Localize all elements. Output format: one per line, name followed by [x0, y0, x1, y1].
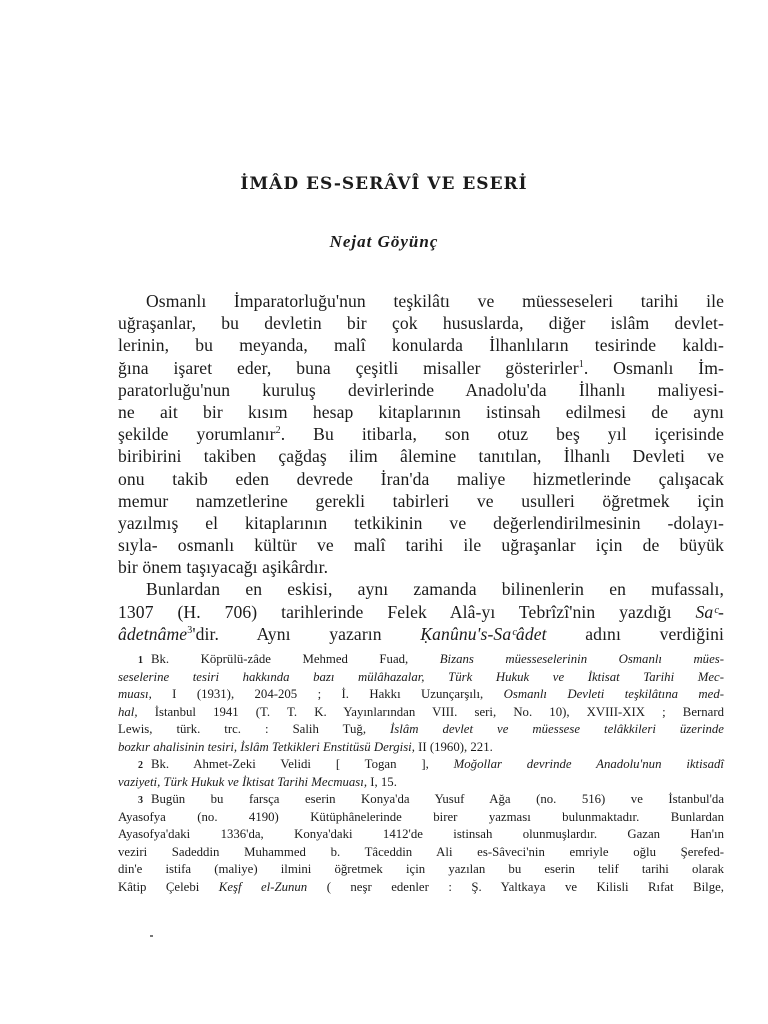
- footnote-1: 1 Bk. Köprülü-zâde Mehmed Fuad, Bizans müesseselerinin Osmanlı mües-: [138, 652, 724, 666]
- text-line: ğına işaret eder, buna çeşitli misaller gösterirler$^1$. Osmanlı İm-: [118, 357, 724, 378]
- text-line: Bunlardan en eskisi, aynı zamanda bilinenlerin en mufassalı,: [146, 579, 724, 600]
- footnote-ref: 2: [275, 425, 281, 437]
- footnote-3: 3 Bugün bu farsça eserin Konya'da Yusuf Ağa (no. 516) ve İstanbul'da: [138, 792, 724, 806]
- footnotes: [118, 651, 724, 896]
- text-line: uğraşanlar, bu devletin bir çok hususlarda, diğer islâm devlet-: [118, 313, 724, 334]
- text-line: memur namzetlerine gerekli tabirleri ve usulleri öğretmek için: [118, 490, 724, 511]
- text-line: 1307 (H. 706) tarihlerinde Felek Alâ-yı Tebrîzî'nin yazdığı Saᶜ-: [118, 601, 724, 622]
- footnote-line: bozkır ahalisinin tesiri, İslâm Tetkikleri Enstitüsü Dergisi, II (1960), 221.: [118, 739, 493, 754]
- footnote-line: seselerine tesiri hakkında bazı mülâhazalar, Türk Hukuk ve İktisat Tarihi Mec-: [118, 669, 724, 684]
- text-line: sıyla- osmanlı kültür ve malî tarihi ile uğraşanlar için de büyük: [118, 535, 724, 556]
- article-author: Nejat Göyünç: [329, 232, 439, 251]
- footnote-2: 2 Bk. Ahmet-Zeki Velidi [ Togan ], Moğollar devrinde Anadolu'nun iktisadî: [138, 757, 724, 771]
- text-line: paratorluğu'nun kuruluş devirlerinde Anadolu'da İlhanlı maliyesi-: [118, 379, 724, 400]
- footnote-line: din'e istifa (maliye) ilmini öğretmek için yazılan bu eserin telif tarihi olarak: [118, 862, 724, 876]
- footnote-line: veziri Sadeddin Muhammed b. Tâceddin Ali es-Sâveci'nin emriyle oğlu Şerefed-: [118, 844, 724, 859]
- text-line: şekilde yorumlanır$^2$. Bu itibarla, son otuz beş yıl içerisinde: [118, 424, 724, 445]
- text-line: lerinin, bu meyanda, malî konularda İlhanlıların tesirinde kaldı-: [118, 335, 724, 356]
- footnote-line: muası, I (1931), 204-205 ; İ. Hakkı Uzunçarşılı, Osmanlı Devleti teşkilâtına med-: [118, 687, 724, 701]
- scan-speck: [150, 935, 153, 937]
- footnote-line: Ayasofya (no. 4190) Kütüphânelerinde birer yazması bulunmaktadır. Bunlardan: [118, 809, 724, 824]
- text-line: âdetnâme$^3$'dir. Aynı yazarın Ḳanûnu's-Saᶜâdet adını verdiğini: [118, 623, 724, 644]
- footnote-line: Ayasofya'daki 1336'da, Konya'daki 1412'de istinsah olunmuşlardır. Gazan Han'ın: [118, 827, 724, 841]
- text-line: ne ait bir kısım hesap kitaplarının istinsah edilmesi de aynı: [118, 401, 724, 422]
- text-line: biribirini takiben çağdaş ilim âlemine tanıtılan, İlhanlı Devleti ve: [118, 446, 724, 467]
- text-line: onu takib eden devrede İran'da maliye hizmetlerinde çalışacak: [118, 468, 724, 489]
- footnote-line: Kâtip Çelebi Keşf el-Zunun ( neşr edenler : Ş. Yaltkaya ve Kilisli Rıfat Bilge,: [118, 879, 724, 894]
- footnote-line: hal, İstanbul 1941 (T. T. K. Yayınlarından VIII. seri, No. 10), XVIII-XIX ; Bernard: [118, 704, 724, 719]
- text-line: Osmanlı İmparatorluğu'nun teşkilâtı ve müesseseleri tarihi ile: [146, 291, 724, 311]
- footnote-ref: 3: [187, 624, 193, 636]
- footnote-line: Lewis, türk. trc. : Salih Tuğ, İslâm devlet ve müessese telâkkileri üzerinde: [118, 722, 724, 736]
- main-text: [118, 290, 724, 645]
- footnote-line: vaziyeti, Türk Hukuk ve İktisat Tarihi Mecmuası, I, 15.: [118, 774, 397, 789]
- text-line: bir önem taşıyacağı aşikârdır.: [118, 557, 329, 578]
- footnote-ref: 1: [578, 358, 584, 370]
- text-line: yazılmış el kitaplarının tetkikinin ve değerlendirilmesinin -dolayı-: [118, 512, 724, 533]
- article-title: İMÂD ES-SERÂVÎ VE ESERİ: [240, 174, 528, 194]
